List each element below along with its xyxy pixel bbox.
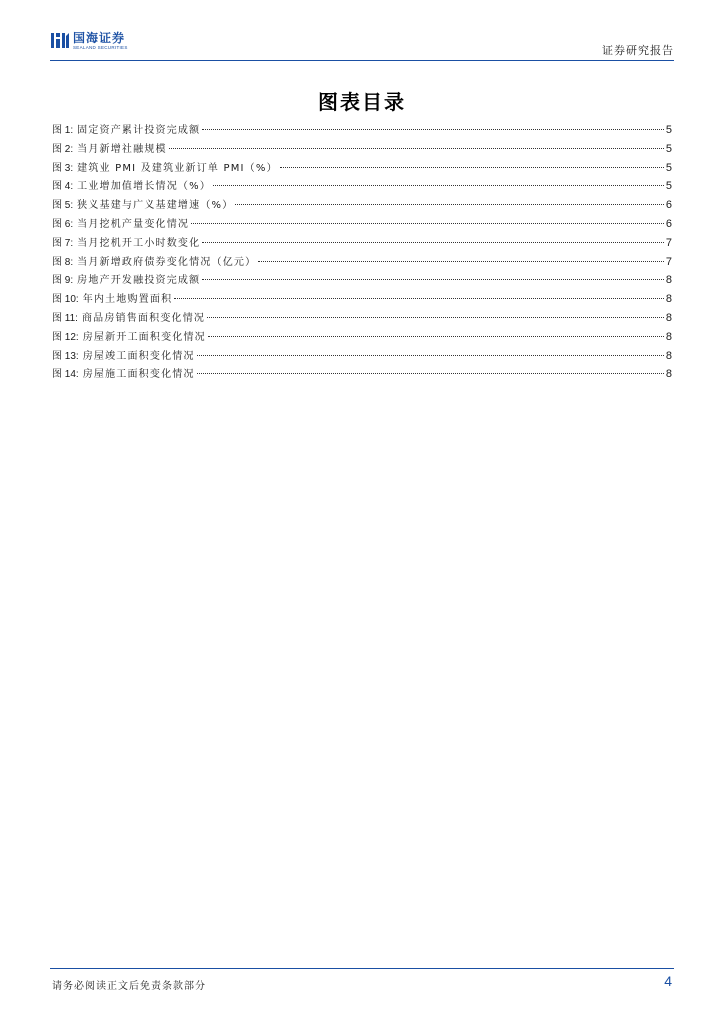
toc-entry[interactable] <box>52 253 672 272</box>
toc-page-number: 6 <box>665 217 672 230</box>
page-title: 图表目录 <box>318 90 406 114</box>
toc-page-number: 8 <box>665 330 672 343</box>
toc-figure-label: 图 9: <box>52 275 74 287</box>
toc-entry[interactable] <box>52 177 672 196</box>
toc-figure-label: 图 2: <box>52 143 74 155</box>
toc-page-number: 7 <box>665 236 672 249</box>
toc-figure-title: 工业增加值增长情况（%） <box>77 181 212 193</box>
toc-figure-label: 图 7: <box>52 237 74 249</box>
toc-dot-leader <box>169 148 664 149</box>
sealand-logo-icon <box>50 31 70 51</box>
toc-page-number: 8 <box>665 368 672 381</box>
toc-figure-label: 图 11: <box>52 312 78 324</box>
toc-figure-label: 图 3: <box>52 162 74 174</box>
toc-figure-title: 固定资产累计投资完成额 <box>77 125 201 136</box>
page-header <box>50 28 674 61</box>
page-number: 4 <box>664 973 672 989</box>
toc-entry[interactable] <box>52 309 672 328</box>
toc-entry[interactable] <box>52 215 672 234</box>
toc-figure-label: 图 5: <box>52 200 74 212</box>
toc-entry[interactable] <box>52 121 672 140</box>
toc-entry[interactable] <box>52 290 672 309</box>
toc-dot-leader <box>208 336 664 337</box>
toc-entry[interactable] <box>52 140 672 159</box>
toc-entry[interactable] <box>52 234 672 253</box>
toc-dot-leader <box>207 317 664 318</box>
toc-page-number: 8 <box>665 293 672 306</box>
toc-figure-title: 房屋竣工面积变化情况 <box>82 350 195 362</box>
toc-dot-leader <box>202 129 664 130</box>
disclaimer-note: 请务必阅读正文后免责条款部分 <box>52 981 206 992</box>
toc-figure-title: 房屋施工面积变化情况 <box>82 369 195 381</box>
toc-figure-title: 当月新增社融规模 <box>77 143 167 155</box>
toc-figure-title: 当月挖机产量变化情况 <box>77 218 190 230</box>
toc-figure-label: 图 12: <box>52 331 79 343</box>
toc-page-number: 8 <box>665 311 672 324</box>
toc-page-number: 5 <box>665 161 672 174</box>
toc-entry[interactable] <box>52 347 672 366</box>
toc-page-number: 5 <box>665 180 672 193</box>
toc-figure-title: 商品房销售面积变化情况 <box>81 312 206 324</box>
toc-figure-label: 图 13: <box>52 350 79 362</box>
toc-dot-leader <box>174 298 664 299</box>
toc-figure-title: 年内土地购置面积 <box>82 294 173 306</box>
toc-figure-title: 房地产开发融投资完成额 <box>77 275 201 287</box>
toc-figure-title: 当月挖机开工小时数变化 <box>77 237 201 249</box>
toc-entry[interactable] <box>52 365 672 384</box>
logo-chinese-name: 国海证券 <box>73 30 126 45</box>
toc-figure-title: 建筑业 PMI 及建筑业新订单 PMI（%） <box>77 162 278 174</box>
toc-figure-label: 图 6: <box>52 218 74 230</box>
toc-figure-label: 图 1: <box>52 125 74 136</box>
toc-entry[interactable] <box>52 271 672 290</box>
toc-dot-leader <box>235 204 663 205</box>
logo-english-name: SEALAND SECURITIES <box>73 44 128 50</box>
page-footer <box>50 968 674 999</box>
toc-dot-leader <box>197 373 664 374</box>
toc-figure-label: 图 8: <box>52 256 74 268</box>
toc-figure-label: 图 4: <box>52 181 74 193</box>
toc-entry[interactable] <box>52 196 672 215</box>
toc-dot-leader <box>213 185 664 186</box>
company-logo <box>50 30 128 52</box>
toc-dot-leader <box>202 279 664 280</box>
toc-page-number: 8 <box>665 349 672 362</box>
toc-dot-leader <box>258 261 664 262</box>
toc-figure-title: 房屋新开工面积变化情况 <box>82 331 206 343</box>
toc-page-number: 8 <box>665 274 672 287</box>
toc-dot-leader <box>191 223 664 224</box>
toc-figure-title: 当月新增政府债券变化情况（亿元） <box>77 256 257 268</box>
toc-dot-leader <box>202 242 664 243</box>
toc-figure-title: 狭义基建与广义基建增速（%） <box>77 200 234 212</box>
toc-entry[interactable] <box>52 328 672 347</box>
toc-figure-label: 图 10: <box>52 294 79 306</box>
table-of-figures <box>52 121 672 384</box>
toc-dot-leader <box>280 167 664 168</box>
toc-page-number: 6 <box>665 199 672 212</box>
toc-dot-leader <box>197 355 664 356</box>
toc-page-number: 7 <box>665 255 672 268</box>
toc-figure-label: 图 14: <box>52 369 79 381</box>
report-type: 证券研究报告 <box>602 44 674 57</box>
toc-page-number: 5 <box>665 124 672 136</box>
toc-page-number: 5 <box>665 142 672 155</box>
toc-entry[interactable] <box>52 159 672 178</box>
